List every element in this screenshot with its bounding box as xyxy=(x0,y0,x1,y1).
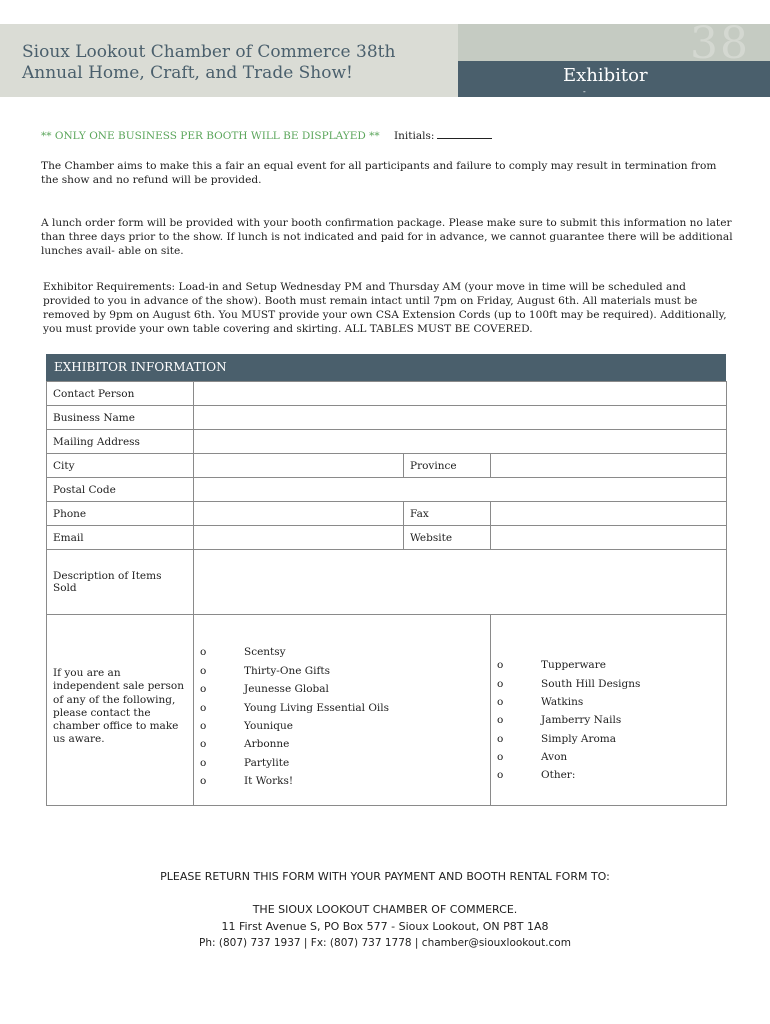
company-checkbox-item[interactable] xyxy=(497,766,720,784)
company-name: Jeunesse Global xyxy=(244,683,329,696)
checkbox-bullet-icon[interactable]: o xyxy=(497,677,504,690)
company-name: Young Living Essential Oils xyxy=(244,701,390,714)
title-line-2: Annual Home, Craft, and Trade Show! xyxy=(22,63,353,83)
table-row xyxy=(47,526,727,550)
companies-list-2 xyxy=(497,656,720,785)
company-checkbox-item[interactable] xyxy=(200,699,484,717)
checkbox-bullet-icon[interactable]: o xyxy=(200,738,207,751)
email-field[interactable] xyxy=(194,526,404,550)
email-label: Email xyxy=(47,526,194,550)
company-name: Thirty-One Gifts xyxy=(244,664,331,677)
table-row xyxy=(47,406,727,430)
initials-field[interactable] xyxy=(394,130,492,142)
company-name: Simply Aroma xyxy=(541,732,616,745)
org-address: 11 First Avenue S, PO Box 577 - Sioux Lookout, ON P8T 1A8 xyxy=(221,920,549,933)
company-name: Arbonne xyxy=(244,738,290,751)
checkbox-bullet-icon[interactable]: o xyxy=(497,714,504,727)
table-row xyxy=(47,550,727,615)
exhibitor-label-tail: - xyxy=(583,87,586,96)
phone-label: Phone xyxy=(47,502,194,526)
checkbox-bullet-icon[interactable]: o xyxy=(497,769,504,782)
checkbox-bullet-icon[interactable]: o xyxy=(200,775,207,788)
fair-event-paragraph: The Chamber aims to make this a fair an equal event for all participants and failure to comply may result in termination from the show and no refund will be provided. xyxy=(41,160,717,186)
one-business-notice: ** ONLY ONE BUSINESS PER BOOTH WILL BE DISPLAYED ** xyxy=(41,130,380,142)
table-row xyxy=(47,454,727,478)
company-checkbox-item[interactable] xyxy=(200,662,484,680)
contact-person-field[interactable] xyxy=(194,382,727,406)
companies-list-1 xyxy=(200,643,484,790)
checkbox-bullet-icon[interactable]: o xyxy=(497,659,504,672)
province-field[interactable] xyxy=(491,454,727,478)
description-field[interactable] xyxy=(194,550,727,615)
company-name: Scentsy xyxy=(244,646,286,659)
checkbox-bullet-icon[interactable]: o xyxy=(497,732,504,745)
company-checkbox-item[interactable] xyxy=(200,735,484,753)
company-checkbox-item[interactable] xyxy=(200,643,484,661)
org-contact: Ph: (807) 737 1937 | Fx: (807) 737 1778 | chamber@siouxlookout.com xyxy=(199,937,571,949)
initials-label: Initials: xyxy=(394,130,435,142)
checkbox-bullet-icon[interactable]: o xyxy=(497,695,504,708)
checkbox-bullet-icon[interactable]: o xyxy=(200,646,207,659)
table-row xyxy=(47,430,727,454)
company-checkbox-item[interactable] xyxy=(497,711,720,729)
city-field[interactable] xyxy=(194,454,404,478)
contact-person-label: Contact Person xyxy=(47,382,194,406)
watermark-number: 38 xyxy=(690,18,750,69)
companies-column-1 xyxy=(194,615,491,806)
company-name: Watkins xyxy=(541,695,584,708)
mailing-address-field[interactable] xyxy=(194,430,727,454)
fax-field[interactable] xyxy=(491,502,727,526)
postal-code-field[interactable] xyxy=(194,478,727,502)
city-label: City xyxy=(47,454,194,478)
checkbox-bullet-icon[interactable]: o xyxy=(200,756,207,769)
company-checkbox-item[interactable] xyxy=(200,772,484,790)
independent-sales-note: If you are an independent sale person of any of the following, please contact the chamber office to make us aware. xyxy=(47,615,194,806)
checkbox-bullet-icon[interactable]: o xyxy=(200,720,207,732)
business-name-label: Business Name xyxy=(47,406,194,430)
postal-code-label: Postal Code xyxy=(47,478,194,502)
company-name: Partylite xyxy=(244,756,290,769)
company-checkbox-item[interactable] xyxy=(200,680,484,698)
checkbox-bullet-icon[interactable]: o xyxy=(200,701,207,714)
mailing-address-label: Mailing Address xyxy=(47,430,194,454)
company-checkbox-item[interactable] xyxy=(497,730,720,748)
initials-line[interactable] xyxy=(437,138,492,139)
requirements-paragraph: Exhibitor Requirements: Load-in and Setup Wednesday PM and Thursday AM (your move in time will be scheduled and provided to you in advance of the show). Booth must remain intact until 7pm on Friday, August 6th. All materials must be removed by 9pm on August 6th. You MUST provide your own CSA Extension Cords (up to 100ft may be required). Additionally, you must provide your own table covering and skirting. ALL TABLES MUST BE COVERED. xyxy=(43,281,727,335)
company-checkbox-item[interactable] xyxy=(497,748,720,766)
page-title xyxy=(22,42,452,84)
title-line-1: Sioux Lookout Chamber of Commerce 38th xyxy=(22,42,396,62)
table-row xyxy=(47,382,727,406)
company-checkbox-item[interactable] xyxy=(497,675,720,693)
company-name: Other: xyxy=(541,769,576,782)
return-instructions: PLEASE RETURN THIS FORM WITH YOUR PAYMENT AND BOOTH RENTAL FORM TO: xyxy=(160,870,610,883)
website-label: Website xyxy=(404,526,491,550)
company-name: South Hill Designs xyxy=(541,677,641,690)
website-field[interactable] xyxy=(491,526,727,550)
exhibitor-label: Exhibitor xyxy=(563,65,648,86)
company-checkbox-item[interactable] xyxy=(497,693,720,711)
table-row xyxy=(47,502,727,526)
table-row xyxy=(47,478,727,502)
company-name: It Works! xyxy=(244,775,294,788)
exhibitor-info-header: EXHIBITOR INFORMATION xyxy=(46,354,726,381)
checkbox-bullet-icon[interactable]: o xyxy=(200,683,207,696)
company-name: Jamberry Nails xyxy=(541,714,622,727)
org-name: THE SIOUX LOOKOUT CHAMBER OF COMMERCE. xyxy=(252,903,518,916)
province-label: Province xyxy=(404,454,491,478)
company-checkbox-item[interactable] xyxy=(200,754,484,772)
phone-field[interactable] xyxy=(194,502,404,526)
table-row xyxy=(47,615,727,806)
company-checkbox-item[interactable] xyxy=(200,717,484,735)
description-label: Description of Items Sold xyxy=(47,550,194,615)
checkbox-bullet-icon[interactable]: o xyxy=(200,664,207,677)
exhibitor-info-table xyxy=(46,381,727,806)
company-name: Tupperware xyxy=(541,659,606,672)
business-name-field[interactable] xyxy=(194,406,727,430)
fax-label: Fax xyxy=(404,502,491,526)
company-checkbox-item[interactable] xyxy=(497,656,720,674)
company-name: Younique xyxy=(244,720,293,732)
checkbox-bullet-icon[interactable]: o xyxy=(497,751,504,764)
lunch-paragraph: A lunch order form will be provided with your booth confirmation package. Please make sure to submit this information no later than three days prior to the show. If lunch is not indicated and paid for in advance, we cannot guarantee there will be additional lunches avail- able on site. xyxy=(41,217,733,257)
companies-column-2 xyxy=(491,615,727,806)
company-name: Avon xyxy=(541,751,568,764)
